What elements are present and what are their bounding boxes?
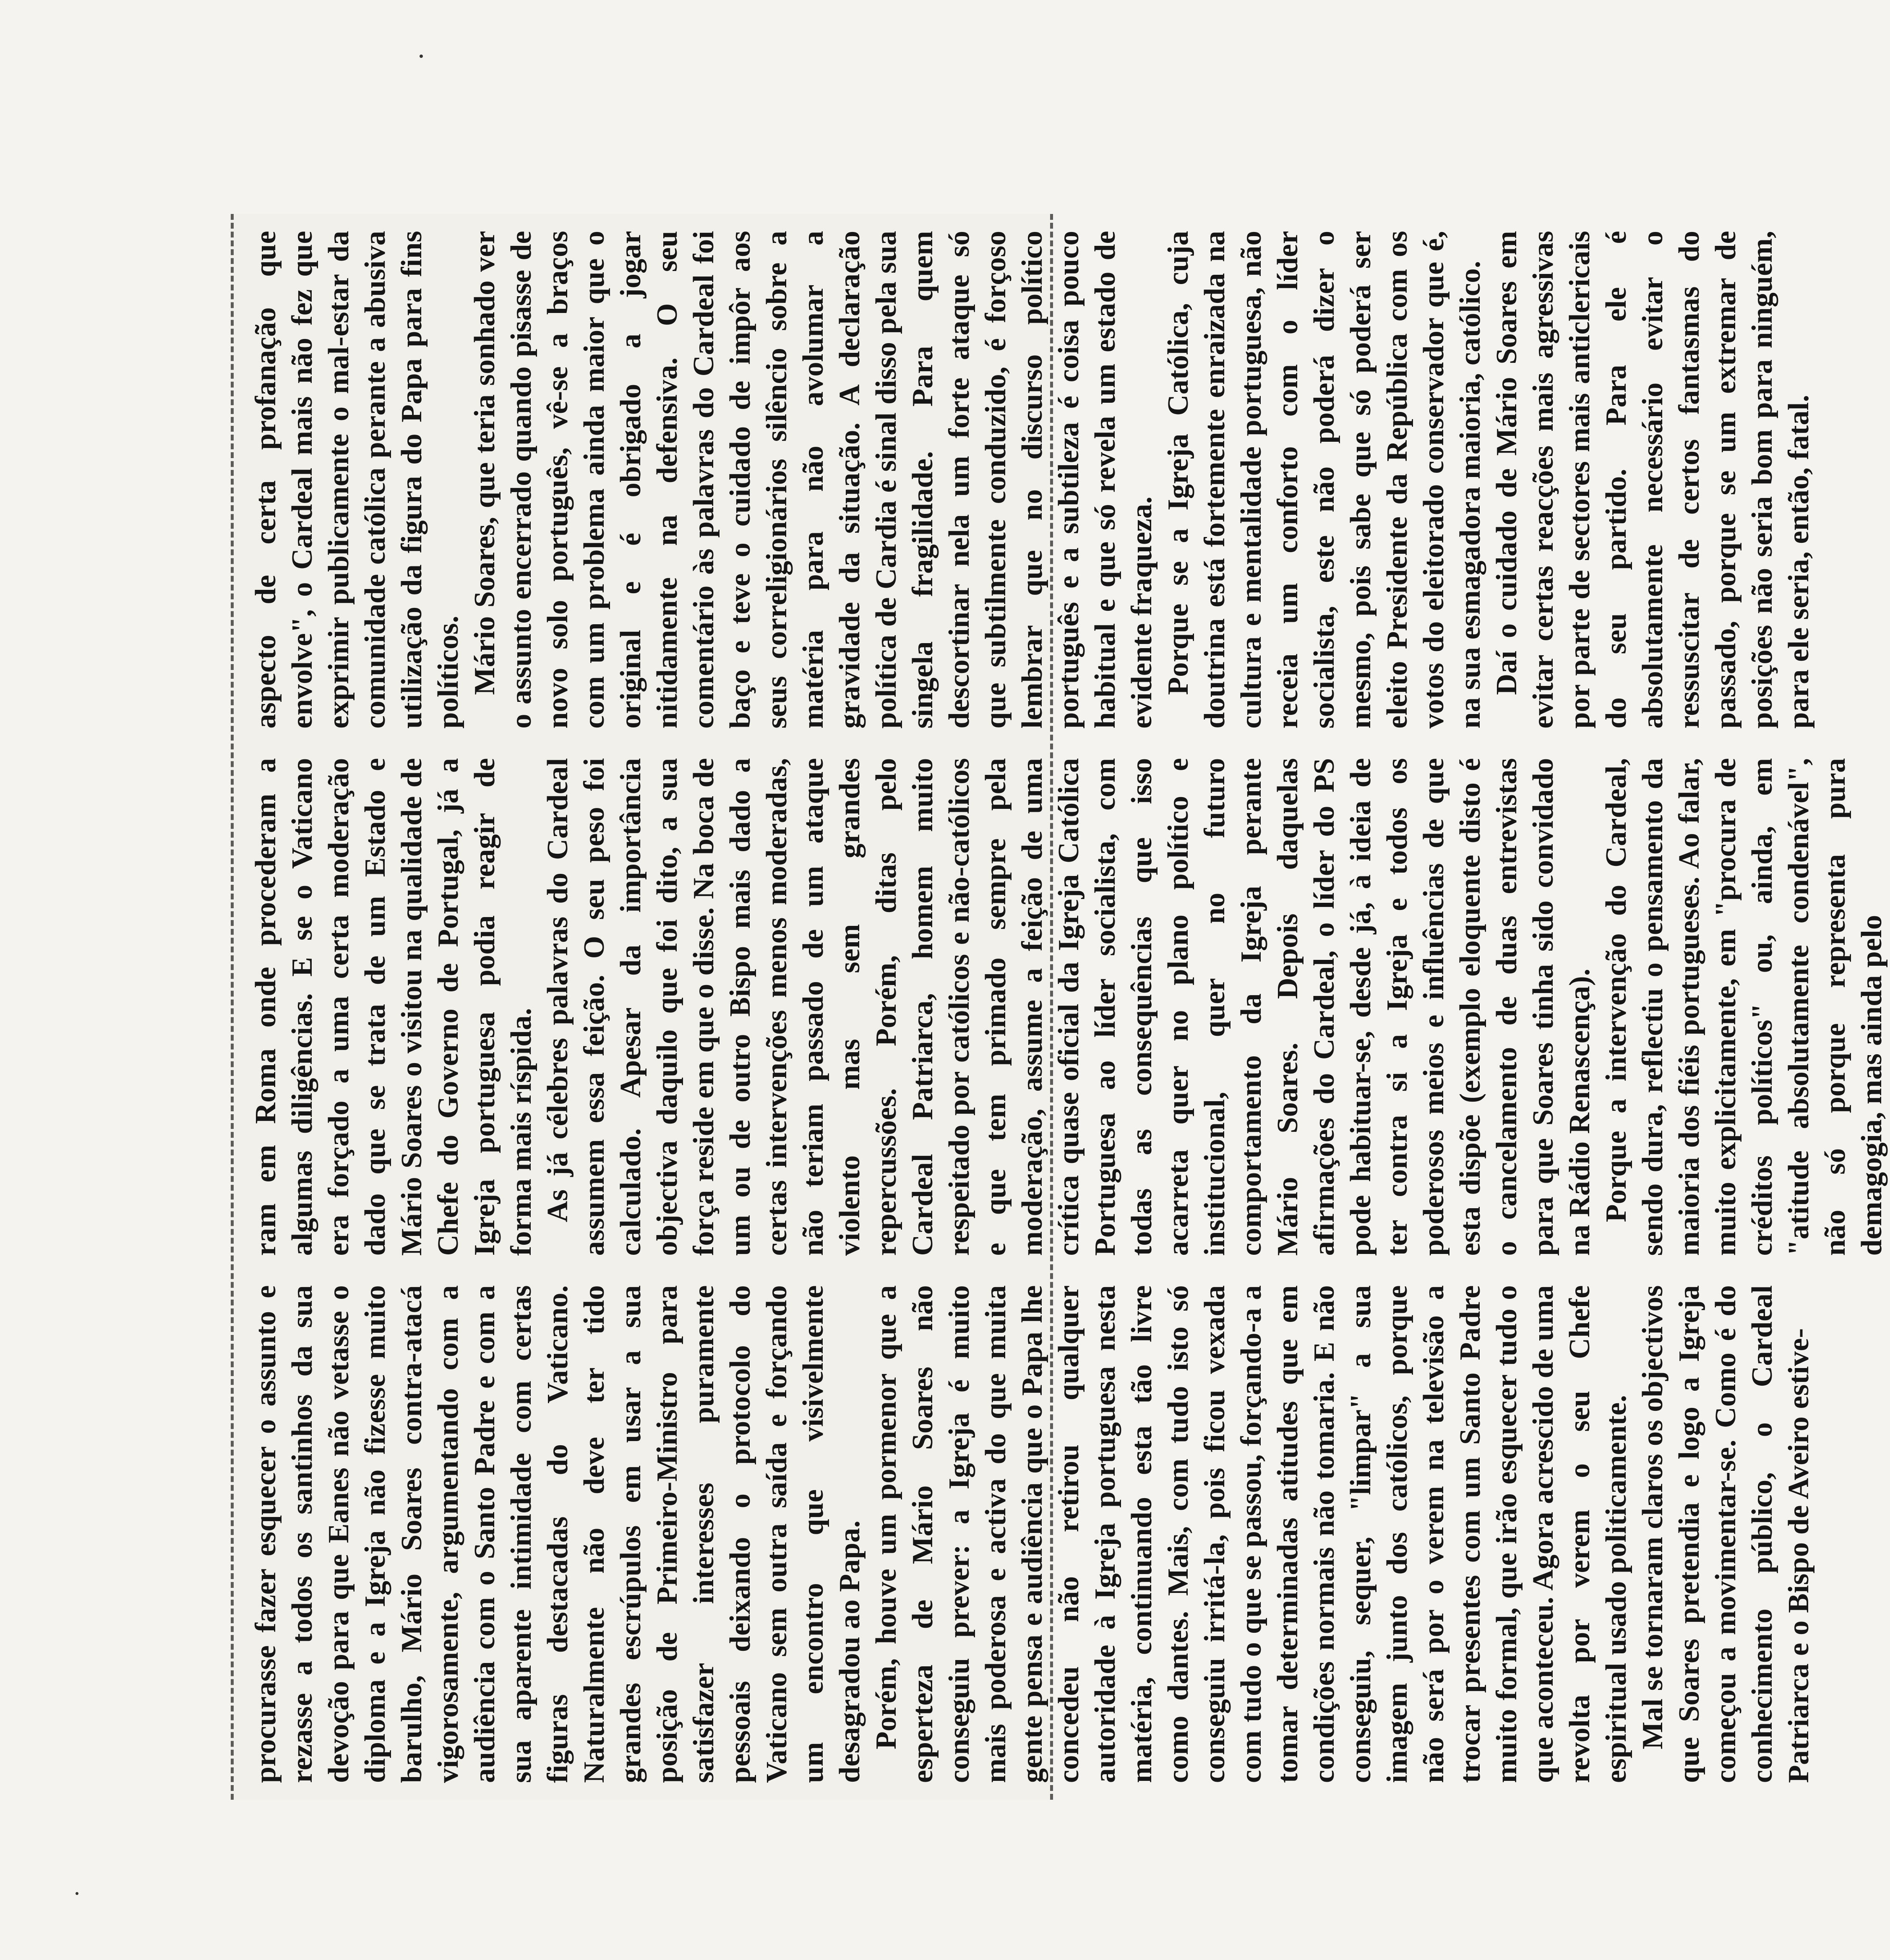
paragraph: Daí o cuidado de Mário Soares em evitar certas reacções mais agressivas por parte de sectores mais anticlericais do seu partido. Para ele é absolutamente necessário evitar o ressuscitar de certos fantasmas do passado, porque se um extremar de posições não seria bom para ninguém, para ele seria, então, fatal. <box>1491 230 1815 729</box>
newspaper-clipping <box>231 214 1888 1800</box>
paragraph: ram em Roma onde procederam a algumas diligências. E se o Vaticano era forçado a uma certa moderação dado que se trata de um Estado e Mário Soares o visitou na qualidade de Chefe do Governo de Portugal, já a Igreja portuguesa podia reagir de forma mais ríspida. <box>250 758 537 1256</box>
clipping-bottom-border <box>1050 214 1053 1800</box>
article-columns <box>248 230 1888 1783</box>
paragraph: Porque a intervenção do Cardeal, sendo dura, reflectiu o pensamento da maioria dos fiéis portugueses. Ao falar, muito explicitamente, em "procura de créditos políticos" ou, ainda, em "atitude absolutamente condenável", não só porque representa pura demagogia, mas ainda pelo <box>1600 758 1888 1256</box>
paragraph: Mal se tornaram claros os objectivos que Soares pretendia e logo a Igreja começou a movimentar-se. Como é do conhecimento público, o Cardeal Patriarca e o Bispo de Aveiro estive- <box>1637 1285 1815 1783</box>
clipping-top-border <box>231 214 234 1800</box>
paragraph: Porém, houve um pormenor que a esperteza de Mário Soares não conseguiu prever: a Igreja é muito mais poderosa e activa do que muita gente pensa e audiência que o Papa lhe concedeu não retirou qualquer autoridade à Igreja portuguesa nesta matéria, continuando esta tão livre como dantes. Mais, com tudo isto só conseguiu irritá-la, pois ficou vexada com tudo o que se passou, forçando-a a tomar determinadas atitudes que em condições normais não tomaria. E não conseguiu, sequer, "limpar" a sua imagem junto dos católicos, porque não será por o verem na televisão a trocar presentes com um Santo Padre muito formal, que irão esquecer tudo o que aconteceu. Agora acrescido de uma revolta por verem o seu Chefe espiritual usado politicamente. <box>870 1285 1632 1783</box>
article-column-1 <box>248 1285 1815 1783</box>
paragraph: Mário Soares, que teria sonhado ver o assunto encerrado quando pisasse de novo solo português, vê-se a braços com um problema ainda maior que o original e é obrigado a jogar nitidamente na defensiva. O seu comentário às palavras do Cardeal foi baço e teve o cuidado de impôr aos seus correligionários silêncio sobre a matéria para não avolumar a gravidade da situação. A declaração política de Cardia é sinal disso pela sua singela fragilidade. Para quem descortinar nela um forte ataque só que subtilmente conduzido, é forçoso lembrar que no discurso político português e a subtileza é coisa pouco habitual e que só revela um estado de evidente fraqueza. <box>469 230 1158 729</box>
paragraph: Porque se a Igreja Católica, cuja doutrina está fortemente enraizada na cultura e mentalidade portuguesa, não receia um conforto com o líder socialista, este não poderá dizer o mesmo, pois sabe que só poderá ser eleito Presidente da República com os votos do eleitorado conservador que é, na sua esmagadora maioria, católico. <box>1162 230 1486 729</box>
scan-speck <box>420 55 423 58</box>
article-column-3 <box>248 230 1815 729</box>
scan-speck <box>76 1892 78 1895</box>
paragraph: procurasse fazer esquecer o assunto e rezasse a todos os santinhos da sua devoção para que Eanes não vetasse o diploma e a Igreja não fizesse muito barulho, Mário Soares contra-atacá vigorosamente, argumentando com a audiência com o Santo Padre e com a sua aparente intimidade com certas figuras destacadas do Vaticano. Naturalmente não deve ter tido grandes escrúpulos em usar a sua posição de Primeiro-Ministro para satisfazer interesses puramente pessoais deixando o protocolo do Vaticano sem outra saída e forçando um encontro que visivelmente desagradou ao Papa. <box>250 1285 866 1783</box>
paragraph: aspecto de certa profanação que envolve", o Cardeal mais não fez que exprimir publicamente o mal-estar da comunidade católica perante a abusiva utilização da figura do Papa para fins políticos. <box>250 230 464 729</box>
article-column-2 <box>248 758 1888 1256</box>
paragraph: As já célebres palavras do Cardeal assumem essa feição. O seu peso foi calculado. Apesar da importância objectiva daquilo que foi dito, a sua força reside em que o disse. Na boca de um ou de outro Bispo mais dado a certas intervenções menos moderadas, não teriam passado de um ataque violento mas sem grandes repercussões. Porém, ditas pelo Cardeal Patriarca, homem muito respeitado por católicos e não-católicos e que tem primado sempre pela moderação, assume a feição de uma crítica quase oficial da Igreja Católica Portuguesa ao líder socialista, com todas as consequências que isso acarreta quer no plano político e institucional, quer no futuro comportamento da Igreja perante Mário Soares. Depois daquelas afirmações do Cardeal, o líder do PS pode habituar-se, desde já, à ideia de ter contra si a Igreja e todos os poderosos meios e influências de que esta dispõe (exemplo eloquente disto é o cancelamento de duas entrevistas para que Soares tinha sido convidado na Rádio Renascença). <box>542 758 1596 1256</box>
